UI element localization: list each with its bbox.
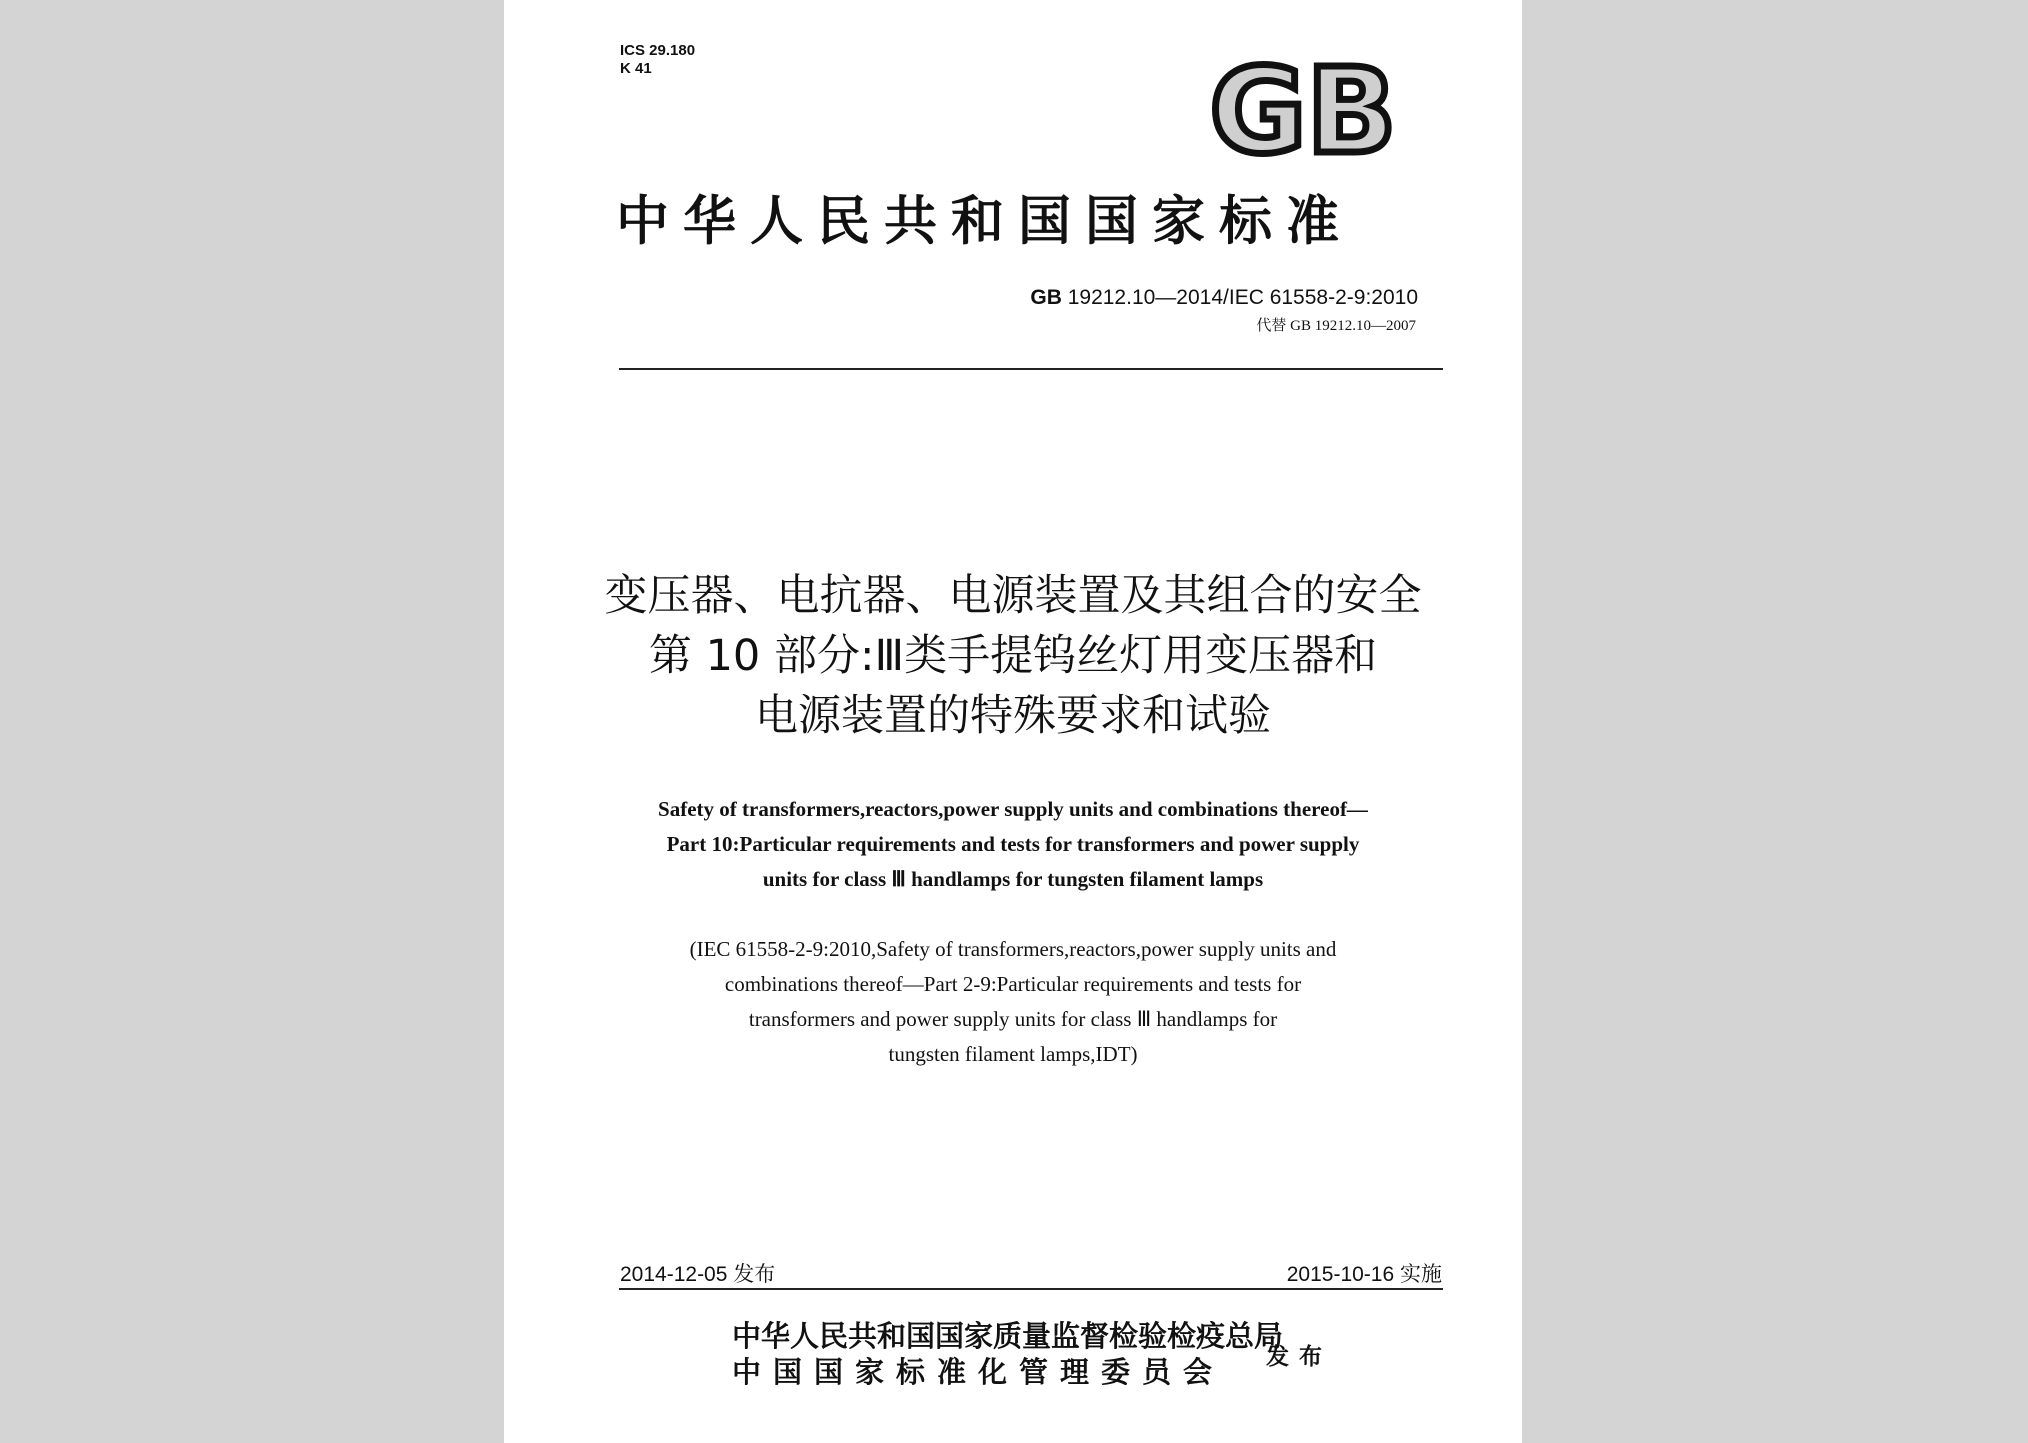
issue-date: 2014-12-05 发布 [620,1263,776,1286]
standard-number-text: 19212.10—2014/IEC 61558-2-9:2010 [1067,286,1418,309]
iec-reference-line-1: (IEC 61558-2-9:2010,Safety of transformers,reactors,power supply units and [689,937,1337,961]
iec-reference-line-2: combinations thereof—Part 2-9:Particular requirements and tests for [724,972,1302,996]
publisher-2: 中国国家标准化管理委员会 [732,1355,1225,1389]
header-divider [619,368,1443,370]
gb-logo [1200,56,1406,164]
publisher-1: 中华人民共和国国家质量监督检验检疫总局 [732,1319,1284,1353]
english-title [504,792,1522,897]
footer-divider [619,1288,1443,1290]
chinese-title-line-2: 第 10 部分:Ⅲ类手提钨丝灯用变压器和 [648,631,1378,681]
chinese-title-line-3: 电源装置的特殊要求和试验 [755,691,1271,741]
ccs-code: K 41 [620,60,652,77]
implementation-date: 2015-10-16 实施 [1286,1263,1442,1286]
document-page [504,0,1522,1443]
chinese-title-line-1: 变压器、电抗器、电源装置及其组合的安全 [604,571,1422,621]
ics-code: ICS 29.180 [620,42,696,59]
classification-codes [620,42,695,78]
iec-reference-line-4: tungsten filament lamps,IDT) [888,1042,1138,1066]
replaces-standard: 代替 GB 19212.10—2007 [1256,318,1416,334]
iec-reference [504,932,1522,1072]
standard-prefix: GB [1030,286,1062,309]
english-title-line-1: Safety of transformers,reactors,power supply units and combinations thereof— [658,797,1368,821]
standard-number [1030,286,1418,310]
gb-logo-text: GB [1209,56,1397,164]
publish-action: 发布 [1266,1344,1332,1370]
chinese-title [504,566,1522,746]
english-title-line-2: Part 10:Particular requirements and tests for transformers and power supply [666,832,1360,856]
standard-category-title: 中华人民共和国国家标准 [616,191,1353,252]
iec-reference-line-3: transformers and power supply units for class Ⅲ handlamps for [748,1007,1278,1031]
english-title-line-3: units for class Ⅲ handlamps for tungsten filament lamps [762,867,1264,891]
